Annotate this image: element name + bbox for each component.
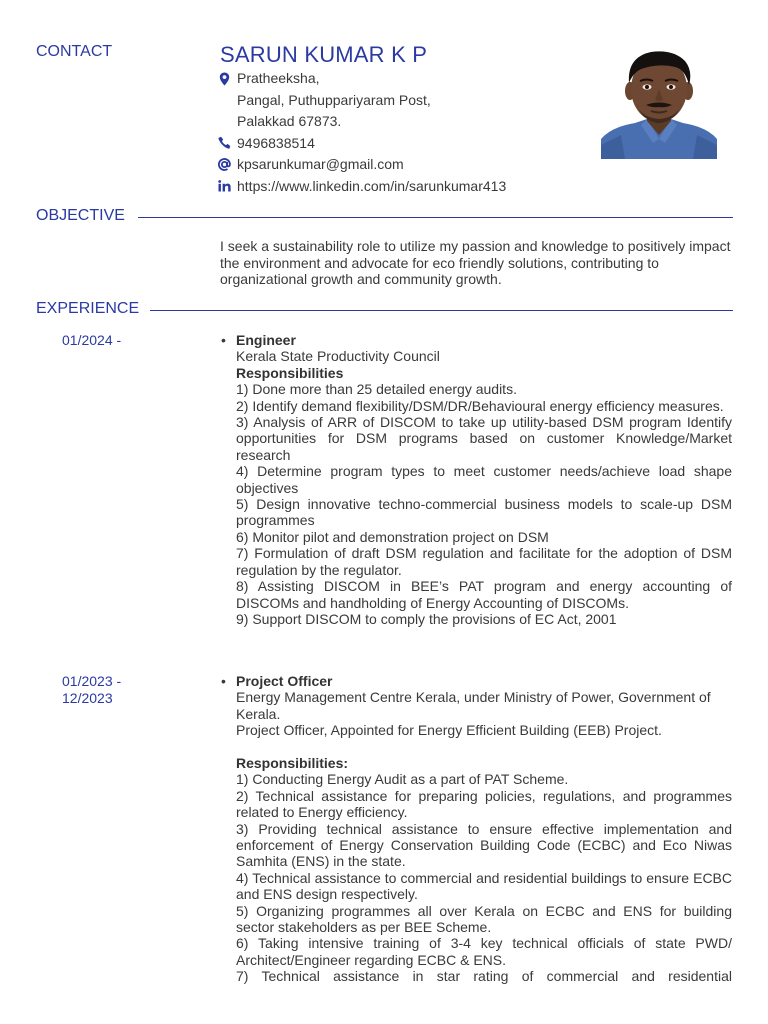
experience-entry-2: [221, 673, 732, 985]
experience-date-2: [62, 673, 121, 706]
job-org-2: Energy Management Centre Kerala, under Ministry of Power, Government of Kerala.: [236, 689, 711, 722]
job-org-1: Kerala State Productivity Council: [236, 348, 440, 365]
experience-date-1-start: 01/2024 -: [62, 332, 122, 348]
resp-item: 3) Providing technical assistance to ensure effective implementation and enforcement of Energy Conservation Building Code (ECBC) and Eco Niwas Samhita (ENS) in the state.: [236, 820, 732, 870]
resp-item: 6) Taking intensive training of 3-4 key technical officials of state PWD/ Architect/Engineer regarding ECBC & ENS.: [236, 935, 732, 968]
address-line-3: [216, 111, 506, 133]
resp-item: 2) Identify demand flexibility/DSM/DR/Behavioural energy efficiency measures.: [236, 397, 724, 414]
email-address[interactable]: kpsarunkumar@gmail.com: [237, 156, 404, 172]
resp-item: 9) Support DISCOM to comply the provisions of EC Act, 2001: [236, 610, 617, 627]
objective-divider: [138, 217, 733, 218]
resp-item: 5) Design innovative techno-commercial business models to scale-up DSM programmes: [236, 496, 732, 529]
objective-text: I seek a sustainability role to utilize my passion and knowledge to positively impact the environment and advocate for eco friendly solutions, contributing to organizational growth and community growth.: [220, 238, 731, 287]
objective-heading: OBJECTIVE: [36, 207, 125, 224]
resp-item: 4) Determine program types to meet customer needs/achieve load shape objectives: [236, 463, 732, 496]
contact-heading: CONTACT: [36, 43, 113, 60]
phone-number[interactable]: 9496838514: [237, 134, 315, 151]
resp-item: 8) Assisting DISCOM in BEE’s PAT program and energy accounting of DISCOMs and handholding of Energy Accounting of DISCOMs.: [236, 578, 732, 611]
job-appointment-2: Project Officer, Appointed for Energy Efficient Building (EEB) Project.: [236, 722, 662, 739]
map-pin-icon: [216, 68, 233, 89]
responsibilities-heading-1: Responsibilities: [236, 364, 344, 381]
experience-divider: [150, 310, 733, 311]
email-row: [216, 154, 506, 176]
resp-item: 1) Done more than 25 detailed energy audits.: [236, 381, 517, 398]
experience-date-2-end: 12/2023: [62, 689, 113, 706]
address-text-2: Pangal, Puthuppariyaram Post,: [237, 91, 431, 108]
address-line-1: [216, 68, 506, 90]
resp-item: 4) Technical assistance to commercial and residential buildings to ensure ECBC and ENS design respectively.: [236, 869, 732, 903]
experience-date-2-start: 01/2023 -: [62, 673, 122, 689]
address-text-1: Pratheeksha,: [237, 70, 320, 86]
experience-heading: EXPERIENCE: [36, 300, 140, 317]
address-line-2: [216, 90, 506, 112]
candidate-name: SARUN KUMAR K P: [220, 42, 428, 67]
contact-details: [216, 68, 506, 197]
linkedin-url[interactable]: https://www.linkedin.com/in/sarunkumar413: [237, 177, 507, 194]
experience-date-1: [62, 332, 121, 349]
resp-item: 5) Organizing programmes all over Kerala on ECBC and ENS for building sector stakeholders as per BEE Scheme.: [236, 902, 732, 936]
job-title-1: Engineer: [236, 332, 296, 348]
phone-row: [216, 133, 506, 155]
experience-entry-1: [221, 332, 732, 627]
job-title-2: Project Officer: [236, 673, 333, 689]
phone-icon: [216, 133, 233, 154]
resp-item: 2) Technical assistance for preparing policies, regulations, and programmes related to Energy efficiency.: [236, 787, 732, 821]
bullet-icon: •: [221, 332, 226, 348]
bullet-icon: •: [221, 673, 226, 689]
profile-photo: [601, 47, 717, 159]
linkedin-icon: [216, 176, 233, 197]
responsibilities-heading-2: Responsibilities:: [236, 755, 349, 772]
resp-item: 3) Analysis of ARR of DISCOM to take up utility-based DSM program Identify opportunities for DSM programs based on customer Knowledge/Market research: [236, 414, 732, 463]
at-sign-icon: [216, 154, 233, 175]
resp-item: 6) Monitor pilot and demonstration project on DSM: [236, 528, 549, 545]
address-text-3: Palakkad 67873.: [237, 113, 342, 129]
resp-item: 7) Technical assistance in star rating of commercial and residential: [236, 968, 732, 985]
linkedin-row: [216, 176, 506, 198]
resp-item: 1) Conducting Energy Audit as a part of PAT Scheme.: [236, 771, 569, 788]
resp-item: 7) Formulation of draft DSM regulation and facilitate for the adoption of DSM regulation by the regulator.: [236, 545, 732, 578]
